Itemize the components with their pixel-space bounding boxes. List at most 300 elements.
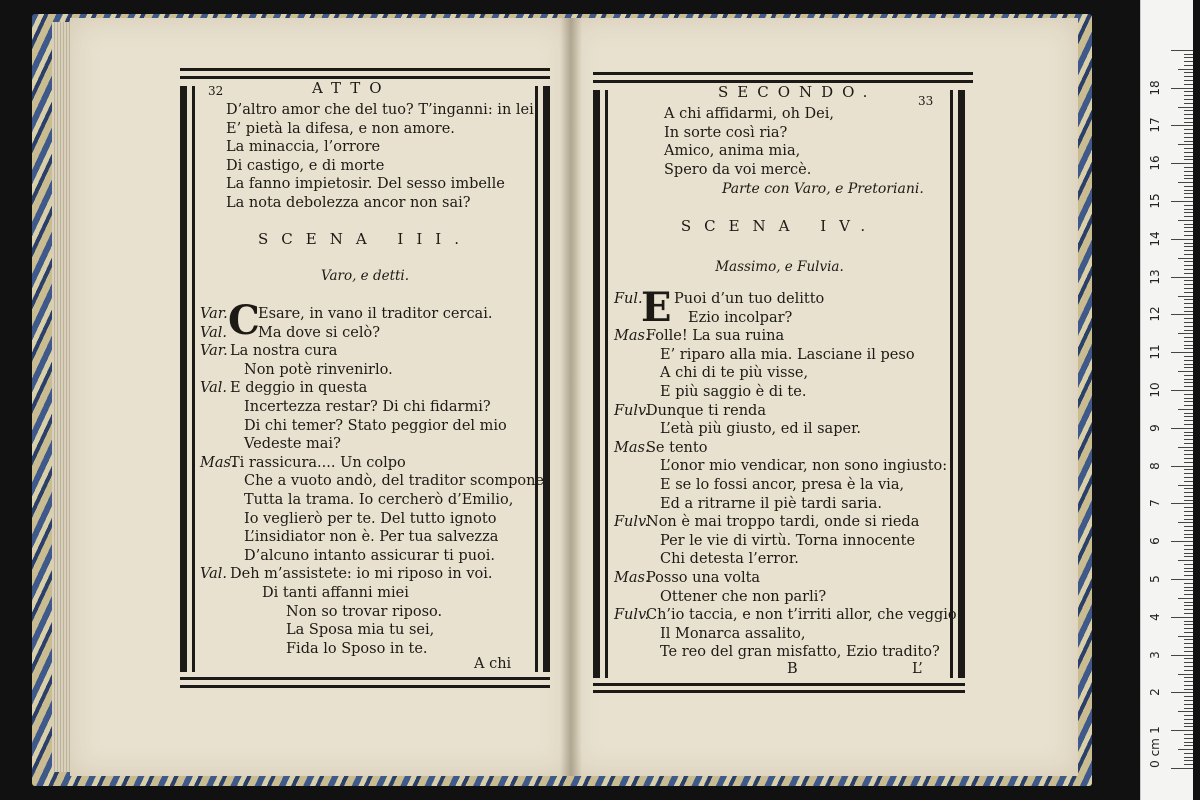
dialogue-line [200, 324, 535, 343]
ruler-tick [1184, 364, 1193, 365]
dialogue-line [614, 439, 954, 458]
speaker-label: Mas. [614, 439, 650, 456]
ruler-tick [1171, 163, 1193, 164]
ruler-tick [1184, 326, 1193, 327]
ruler-tick [1184, 110, 1193, 111]
ruler-tick [1184, 757, 1193, 758]
drop-cap-right: E [641, 284, 672, 331]
ruler-tick [1184, 398, 1193, 399]
dialogue-line [200, 528, 535, 547]
ruler-tick [1171, 768, 1193, 769]
ruler-tick [1184, 95, 1193, 96]
ruler-tick [1184, 658, 1193, 659]
ruler-tick [1184, 265, 1193, 266]
ruler-tick [1184, 745, 1193, 746]
ruler-tick [1184, 647, 1193, 648]
ruler-tick [1184, 243, 1193, 244]
ruler-tick [1184, 738, 1193, 739]
ruler-label: 16 [1148, 155, 1162, 171]
left-top-lines [226, 101, 534, 213]
ruler-tick [1178, 333, 1193, 334]
ruler-label: 0 cm [1148, 738, 1162, 768]
ruler-tick [1184, 122, 1193, 123]
ruler-tick [1184, 696, 1193, 697]
verse-text: Per le vie di virtù. Torna innocente [660, 532, 916, 549]
ruler-tick [1184, 280, 1193, 281]
ruler-tick [1184, 609, 1193, 610]
ruler-tick [1184, 61, 1193, 62]
verse-text: Non so trovar riposo. [286, 603, 443, 620]
ruler-tick [1171, 50, 1193, 51]
ruler-tick [1184, 273, 1193, 274]
ruler-label: 6 [1148, 537, 1162, 546]
dialogue-line [200, 621, 535, 640]
speaker-label: Val. [200, 566, 228, 583]
ruler-tick [1184, 311, 1193, 312]
ruler-tick [1184, 284, 1193, 285]
ruler-tick [1171, 730, 1193, 731]
verse-text: Ed a ritrarne il piè tardi saria. [660, 495, 882, 512]
ruler-tick [1171, 88, 1193, 89]
ruler-tick [1184, 337, 1193, 338]
ruler-tick [1184, 575, 1193, 576]
ruler-tick [1184, 439, 1193, 440]
ruler-tick [1184, 375, 1193, 376]
ruler-tick [1178, 107, 1193, 108]
speaker-label: Ful. [614, 291, 643, 307]
ruler-tick [1184, 212, 1193, 213]
ruler-label: 9 [1148, 423, 1162, 432]
ruler-tick [1184, 261, 1193, 262]
ruler-tick [1184, 734, 1193, 735]
ruler-tick [1184, 91, 1193, 92]
verse-text: Folle! La sua ruina [646, 328, 785, 345]
dialogue-line [614, 569, 954, 588]
ruler-tick [1184, 681, 1193, 682]
ruler-tick [1184, 432, 1193, 433]
ruler-tick [1184, 624, 1193, 625]
text-line: La minaccia, l’orrore [226, 139, 381, 156]
text-line: Spero da voi mercè. [664, 161, 812, 178]
ruler-tick [1184, 416, 1193, 417]
ruler-tick [1184, 435, 1193, 436]
dialogue-line [614, 643, 954, 662]
ruler-tick [1184, 643, 1193, 644]
ruler-tick [1184, 753, 1193, 754]
ruler-tick [1171, 692, 1193, 693]
ruler-tick [1184, 666, 1193, 667]
ruler-tick [1184, 715, 1193, 716]
ruler-tick [1184, 553, 1193, 554]
ruler-tick [1184, 84, 1193, 85]
verse-text: Ma dove si celò? [258, 324, 381, 341]
ruler-tick [1184, 571, 1193, 572]
ruler-tick [1184, 141, 1193, 142]
ruler-tick [1184, 303, 1193, 304]
ruler-tick [1184, 72, 1193, 73]
ruler-tick [1184, 76, 1193, 77]
ruler-tick [1184, 227, 1193, 228]
ruler-tick [1184, 545, 1193, 546]
running-head: ATTO [312, 79, 391, 97]
verse-text: Te reo del gran misfatto, Ezio tradito? [660, 644, 940, 661]
ruler-tick [1184, 216, 1193, 217]
dialogue-line [614, 327, 954, 346]
verse-text: Incertezza restar? Di chi fidarmi? [244, 398, 491, 415]
ruler-tick [1171, 503, 1193, 504]
dialogue-line [200, 547, 535, 566]
ruler-tick [1184, 175, 1193, 176]
text-line: Amico, anima mia, [664, 143, 801, 160]
speaker-label: Mas. [200, 454, 236, 471]
catchword-right: L’ [912, 661, 923, 677]
ruler-tick [1184, 133, 1193, 134]
dialogue-line [614, 346, 954, 365]
page-number: 32 [208, 84, 224, 98]
dialogue-line [200, 398, 535, 417]
drop-cap: C [228, 297, 260, 344]
verse-text: La nostra cura [230, 343, 338, 360]
ruler-tick [1184, 515, 1193, 516]
ruler-label: 10 [1148, 382, 1162, 398]
dialogue-line [614, 606, 957, 625]
page-edges [52, 22, 72, 772]
ruler-tick [1184, 54, 1193, 55]
ruler-label: 7 [1148, 499, 1162, 508]
verse-text: Di chi temer? Stato peggior del mio [244, 417, 507, 434]
ruler-tick [1184, 190, 1193, 191]
text-line: In sorte così ria? [664, 124, 788, 141]
ruler-tick [1178, 220, 1193, 221]
ruler-tick [1178, 69, 1193, 70]
ruler-tick [1178, 296, 1193, 297]
ruler-tick [1171, 277, 1193, 278]
ruler-tick [1184, 605, 1193, 606]
verse-text: Il Monarca assalito, [660, 625, 806, 642]
dialogue-line [614, 476, 954, 495]
ruler-tick [1178, 447, 1193, 448]
ruler-tick [1184, 583, 1193, 584]
verse-text: Vedeste mai? [244, 436, 341, 453]
dialogue-line [200, 435, 535, 454]
ruler-tick [1184, 322, 1193, 323]
dialogue-line [200, 305, 535, 324]
ruler-label: 1 [1148, 726, 1162, 735]
ruler-tick [1184, 57, 1193, 58]
dialogue-line [200, 454, 535, 473]
ruler-tick [1178, 674, 1193, 675]
verse-text: L’onor mio vendicar, non sono ingiusto: [660, 458, 948, 475]
ruler-tick [1184, 292, 1193, 293]
ruler-tick [1178, 560, 1193, 561]
ruler-tick [1184, 760, 1193, 761]
scene-persons: Varo, e detti. [320, 268, 410, 284]
ruler-tick [1178, 144, 1193, 145]
ruler-tick [1171, 428, 1193, 429]
verse-text: Esare, in vano il traditor cercai. [258, 306, 493, 322]
text-line: Di castigo, e di morte [226, 157, 385, 174]
ruler-tick [1184, 621, 1193, 622]
ruler-tick [1184, 413, 1193, 414]
ruler-tick [1184, 129, 1193, 130]
verse-text: Non è mai troppo tardi, onde si rieda [646, 514, 920, 531]
dialogue-line [200, 491, 535, 510]
ruler-tick [1184, 568, 1193, 569]
ruler-label: 14 [1148, 231, 1162, 247]
ruler-tick [1184, 420, 1193, 421]
ruler-tick [1184, 379, 1193, 380]
dialogue-line [200, 510, 535, 529]
ruler-tick [1178, 409, 1193, 410]
dialogue-line [200, 342, 535, 361]
verse-text: Ezio incolpar? [688, 309, 793, 326]
scene-title-right: SCENA IV. [680, 217, 879, 235]
ruler-tick [1184, 197, 1193, 198]
ruler-tick [1184, 288, 1193, 289]
ruler-tick [1184, 401, 1193, 402]
dialogue-line [614, 513, 954, 532]
ruler-tick [1184, 742, 1193, 743]
signature-mark: B [787, 661, 798, 677]
ruler-tick [1184, 458, 1193, 459]
ruler-tick [1178, 182, 1193, 183]
verse-text: Tutta la trama. Io cercherò d’Emilio, [244, 491, 514, 508]
ruler-tick [1184, 469, 1193, 470]
ruler-tick [1184, 477, 1193, 478]
speaker-label: Fulv. [614, 402, 650, 419]
ruler-tick [1178, 371, 1193, 372]
verse-text: Non potè rinvenirlo. [244, 361, 393, 378]
ruler-tick [1178, 522, 1193, 523]
ruler-tick [1184, 299, 1193, 300]
page-number-right: 33 [918, 94, 934, 108]
ruler-tick [1184, 564, 1193, 565]
ruler-tick [1178, 598, 1193, 599]
ruler-tick [1171, 239, 1193, 240]
verse-text: L’età più giusto, ed il saper. [660, 421, 862, 438]
ruler-tick [1184, 231, 1193, 232]
ruler-label: 5 [1148, 575, 1162, 583]
ruler-tick [1184, 677, 1193, 678]
verse-text: Ottener che non parli? [660, 588, 827, 605]
ruler-tick [1184, 511, 1193, 512]
ruler-tick [1184, 171, 1193, 172]
text-line: La fanno impietosir. Del sesso imbelle [226, 176, 505, 193]
ruler-tick [1184, 454, 1193, 455]
dialogue-line [200, 361, 535, 380]
ruler-tick [1184, 345, 1193, 346]
dialogue-line [614, 290, 954, 309]
verse-text: Ti rassicura.... Un colpo [230, 454, 406, 471]
ruler-tick [1184, 613, 1193, 614]
ruler-tick [1184, 492, 1193, 493]
ruler-label: 15 [1148, 193, 1162, 209]
ruler-tick [1184, 723, 1193, 724]
ruler-tick [1184, 178, 1193, 179]
ruler-tick [1184, 534, 1193, 535]
ruler-label: 11 [1148, 344, 1162, 360]
dialogue-line [200, 472, 545, 491]
ruler-tick [1184, 450, 1193, 451]
ruler-label: 12 [1148, 306, 1162, 323]
ruler-tick [1184, 152, 1193, 153]
ruler-tick [1184, 235, 1193, 236]
ruler-tick [1171, 390, 1193, 391]
verse-text: Io veglierò per te. Del tutto ignoto [244, 510, 497, 527]
verse-text: E deggio in questa [230, 380, 368, 397]
speaker-label: Var. [200, 343, 228, 360]
speaker-label: Fulv. [614, 514, 650, 531]
verse-text: Ch’io taccia, e non t’irriti allor, che veggio [646, 607, 957, 624]
ruler-tick [1184, 496, 1193, 497]
text-line: La nota debolezza ancor non sai? [226, 194, 471, 211]
ruler-tick [1184, 530, 1193, 531]
scene-title: SCENA III. [258, 230, 472, 248]
verse-text: Posso una volta [646, 569, 761, 586]
ruler-tick [1184, 549, 1193, 550]
ruler-tick [1178, 636, 1193, 637]
ruler-tick [1184, 594, 1193, 595]
verse-text: L’insidiator non è. Per tua salvezza [244, 529, 499, 546]
ruler-tick [1184, 167, 1193, 168]
ruler-tick [1184, 602, 1193, 603]
verse-text: E se lo fossi ancor, presa è la via, [660, 476, 905, 493]
ruler-tick [1184, 269, 1193, 270]
ruler-tick [1184, 708, 1193, 709]
ruler-tick [1184, 156, 1193, 157]
ruler-tick [1184, 348, 1193, 349]
book-gutter [560, 18, 582, 776]
ruler-tick [1184, 726, 1193, 727]
ruler-tick [1184, 689, 1193, 690]
ruler-tick [1184, 670, 1193, 671]
ruler-tick [1171, 617, 1193, 618]
ruler-tick [1184, 254, 1193, 255]
right-top-lines [664, 105, 944, 179]
catchword: A chi [474, 656, 512, 672]
ruler-tick [1184, 537, 1193, 538]
dialogue-line [614, 550, 954, 569]
verse-text: D’alcuno intanto assicurar ti puoi. [244, 547, 496, 564]
ruler-tick [1184, 307, 1193, 308]
ruler-tick [1184, 651, 1193, 652]
ruler-label: 2 [1148, 688, 1162, 697]
verse-text: Che a vuoto andò, del traditor scompone [244, 473, 545, 490]
ruler-tick [1184, 159, 1193, 160]
verse-text: Puoi d’un tuo delitto [674, 291, 825, 307]
ruler-tick [1171, 352, 1193, 353]
ruler-tick [1184, 382, 1193, 383]
ruler-tick [1184, 473, 1193, 474]
left-dialogue [200, 297, 545, 658]
verse-text: Chi detesta l’error. [660, 551, 799, 568]
ruler-tick [1184, 526, 1193, 527]
ruler-tick [1184, 80, 1193, 81]
ruler-tick [1184, 99, 1193, 100]
verse-text: Se tento [646, 439, 708, 456]
scene-persons-right: Massimo, e Fulvia. [715, 259, 844, 275]
ruler-tick [1184, 209, 1193, 210]
dialogue-line [200, 603, 535, 622]
ruler-tick [1171, 655, 1193, 656]
verse-text: Fida lo Sposo in te. [286, 640, 428, 657]
ruler-tick [1184, 193, 1193, 194]
ruler-tick [1184, 481, 1193, 482]
ruler-tick [1184, 394, 1193, 395]
ruler-tick [1184, 519, 1193, 520]
ruler-label: 18 [1148, 79, 1162, 96]
ruler-tick [1184, 587, 1193, 588]
ruler-tick [1178, 749, 1193, 750]
ruler-tick [1184, 556, 1193, 557]
ruler-tick [1184, 662, 1193, 663]
ruler-tick [1178, 711, 1193, 712]
ruler-tick [1178, 485, 1193, 486]
verse-text: A chi di te più visse, [660, 365, 809, 382]
ruler-tick [1184, 360, 1193, 361]
dialogue-line [200, 379, 535, 398]
verse-text: La Sposa mia tu sei, [286, 622, 435, 639]
ruler-tick [1184, 639, 1193, 640]
ruler-tick [1184, 356, 1193, 357]
ruler-tick [1171, 201, 1193, 202]
ruler-label: 13 [1148, 268, 1162, 285]
ruler-label: 17 [1148, 117, 1162, 134]
verse-text: E più saggio è di te. [660, 383, 807, 400]
ruler-tick [1184, 330, 1193, 331]
ruler-tick [1171, 125, 1193, 126]
ruler-label: 4 [1148, 612, 1162, 621]
ruler-tick [1184, 628, 1193, 629]
right-dialogue [614, 284, 957, 662]
dialogue-line [614, 402, 954, 421]
dialogue-line [614, 309, 954, 328]
verse-text: Deh m’assistete: io mi riposo in voi. [230, 566, 493, 583]
text-line: D’altro amor che del tuo? T’inganni: in lei [226, 102, 534, 118]
ruler-label: 8 [1148, 461, 1162, 470]
ruler-tick [1184, 114, 1193, 115]
ruler-tick [1184, 500, 1193, 501]
ruler-tick [1184, 103, 1193, 104]
ruler-tick [1171, 466, 1193, 467]
text-line: A chi affidarmi, oh Dei, [664, 106, 834, 122]
ruler-tick [1184, 65, 1193, 66]
ruler-tick [1184, 341, 1193, 342]
verse-text: E’ riparo alla mia. Lasciane il peso [660, 346, 915, 363]
dialogue-line [200, 565, 535, 584]
measurement-ruler [1140, 0, 1193, 800]
speaker-label: Mas. [614, 569, 650, 586]
dialogue-line [614, 495, 954, 514]
dialogue-line [200, 417, 535, 436]
running-head-right: SECONDO. [718, 83, 877, 101]
dialogue-line [614, 588, 954, 607]
verse-text: Dunque ti renda [646, 402, 766, 419]
speaker-label: Fulv. [614, 607, 650, 624]
speaker-label: Mas. [614, 328, 650, 345]
dialogue-line [614, 625, 954, 644]
ruler-tick [1171, 314, 1193, 315]
ruler-tick [1171, 541, 1193, 542]
ruler-tick [1178, 258, 1193, 259]
ruler-tick [1184, 704, 1193, 705]
ruler-tick [1184, 318, 1193, 319]
ruler-tick [1184, 443, 1193, 444]
dialogue-line [614, 420, 954, 439]
ruler-tick [1184, 700, 1193, 701]
stage-direction: Parte con Varo, e Pretoriani. [722, 181, 924, 197]
ruler-tick [1184, 137, 1193, 138]
